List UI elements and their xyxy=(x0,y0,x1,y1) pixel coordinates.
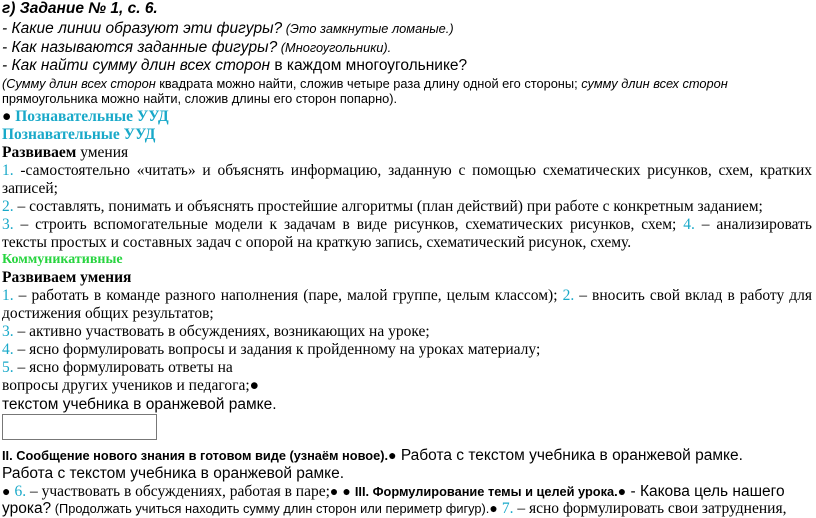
goal-question-2: урока? xyxy=(2,500,52,517)
task-title: г) Задание № 1, с. 6. xyxy=(2,0,158,17)
cognitive-heading-2: Познавательные УУД xyxy=(2,126,156,143)
communicative-heading: Коммуникативные xyxy=(2,252,123,267)
answer-b: квадрата можно найти, сложив четыре раза длину одной его стороны; xyxy=(155,76,582,91)
bullet-icon: ● xyxy=(249,377,260,394)
empty-text-box xyxy=(2,414,157,440)
communicative-item-1-num: 1. xyxy=(2,287,14,304)
cognitive-item-2-num: 2. xyxy=(2,198,14,215)
question-2-answer: (Многоугольники). xyxy=(277,40,392,55)
item-6-text: – участвовать в обсуждениях, работая в паре; xyxy=(26,483,330,500)
goal-question: - Какова цель нашего xyxy=(626,483,785,500)
bullet-icon: ● xyxy=(388,447,397,463)
bullet-icon: ● xyxy=(2,483,11,499)
develop-skills-bold: Развиваем xyxy=(2,144,77,161)
answer-line-2: прямоугольника можно найти, сложив длины его сторон попарно). xyxy=(2,91,398,106)
cognitive-item-4-cont: тексты простых и составных задач с опорой на краткую запись, схематический рисунок, схему. xyxy=(2,234,632,251)
cognitive-item-1 xyxy=(2,162,812,180)
cognitive-item-1-cont: записей; xyxy=(2,180,58,197)
cognitive-item-3-num: 3. xyxy=(2,216,14,233)
bullet-icon: ● xyxy=(489,500,498,516)
bullet-icon: ● xyxy=(329,483,339,499)
question-2 xyxy=(2,39,391,57)
communicative-item-5 xyxy=(2,359,233,377)
answer-a: (Сумму длин всех сторон xyxy=(2,76,156,91)
question-3 xyxy=(2,57,467,75)
question-3-c: в каждом многоугольнике? xyxy=(270,57,468,74)
item-6-line xyxy=(2,483,785,501)
communicative-item-2-cont: достижения общих результатов; xyxy=(2,305,214,322)
cognitive-item-1-text: -самостоятельно «читать» и объяснять информацию, заданную с помощью схематических рисунков, схем, кратких xyxy=(13,162,812,179)
communicative-item-4-num: 4. xyxy=(2,341,14,358)
cognitive-item-2-text: – составлять, понимать и объяснять простейшие алгоритмы (план действий) при работе с конкретным заданием; xyxy=(13,198,763,215)
work-with-text-2: Работа с текстом учебника в оранжевой рамке. xyxy=(2,465,345,482)
communicative-item-5-text: – ясно формулировать ответы на xyxy=(13,359,233,376)
item-7-num: 7. xyxy=(501,500,514,517)
cognitive-item-3-text: – строить вспомогательные модели к задачам в виде рисунков, схематических рисунков, схем; xyxy=(13,216,677,233)
section-2-title: II. Сообщение нового знания в готовом виде (узнаём новое). xyxy=(2,448,389,463)
communicative-item-2-num: 2. xyxy=(562,287,575,304)
cognitive-item-4-num: 4. xyxy=(683,216,695,233)
develop-skills-rest: умения xyxy=(76,144,129,161)
cognitive-item-3 xyxy=(2,216,812,234)
communicative-item-2-text: – вносить свой вклад в работу для xyxy=(574,287,812,304)
question-1-answer: (Это замкнутые ломаные.) xyxy=(282,21,454,36)
question-3-b: сумму длин всех сторон xyxy=(92,57,271,74)
work-with-text: Работа с текстом учебника в оранжевой рамке. xyxy=(396,447,743,464)
question-2-text: - Как называются заданные фигуры? xyxy=(2,39,278,56)
question-3-a: - Как найти xyxy=(2,57,93,74)
answer-c: сумму длин всех сторон xyxy=(581,76,728,91)
communicative-item-1 xyxy=(2,287,812,305)
section-3-title: III. Формулирование темы и целей урока. xyxy=(354,484,618,499)
question-1-text: - Какие линии образуют эти фигуры? xyxy=(2,20,283,37)
communicative-item-4-text: – ясно формулировать вопросы и задания к пройденному на уроках материалу; xyxy=(13,341,541,358)
cognitive-item-2 xyxy=(2,198,763,216)
goal-answer: (Продолжать учиться находить сумму длин сторон или периметр фигур). xyxy=(51,501,490,516)
communicative-item-1-text: – работать в команде разного наполнения (паре, малой группе, целым классом); xyxy=(13,287,558,304)
textbook-line: текстом учебника в оранжевой рамке. xyxy=(2,396,277,413)
communicative-item-3 xyxy=(2,323,430,341)
answer-line xyxy=(2,76,728,91)
communicative-develop: Развиваем умения xyxy=(2,269,132,286)
communicative-item-5-cont xyxy=(2,377,259,395)
cognitive-heading-1-text: Познавательные УУД xyxy=(15,108,169,125)
communicative-item-4 xyxy=(2,341,540,359)
cognitive-heading-1 xyxy=(2,108,169,126)
bullet-icon: ● xyxy=(617,483,627,499)
item-7-text: – ясно формулировать свои затруднения, xyxy=(513,500,787,517)
item-6-num: 6. xyxy=(14,483,27,500)
cognitive-item-4-text: – анализировать xyxy=(694,216,812,233)
communicative-item-3-text: – активно участвовать в обсуждениях, возникающих на уроке; xyxy=(13,323,430,340)
question-1 xyxy=(2,20,454,38)
communicative-item-5-num: 5. xyxy=(2,359,14,376)
section-2-line xyxy=(2,447,743,465)
communicative-item-3-num: 3. xyxy=(2,323,14,340)
bullet-icon: ● xyxy=(342,483,351,499)
develop-skills xyxy=(2,144,128,162)
bullet-icon: ● xyxy=(2,108,12,125)
goal-line xyxy=(2,500,786,518)
communicative-item-5-cont-text: вопросы других учеников и педагога; xyxy=(2,377,250,394)
cognitive-item-1-num: 1. xyxy=(2,162,14,179)
